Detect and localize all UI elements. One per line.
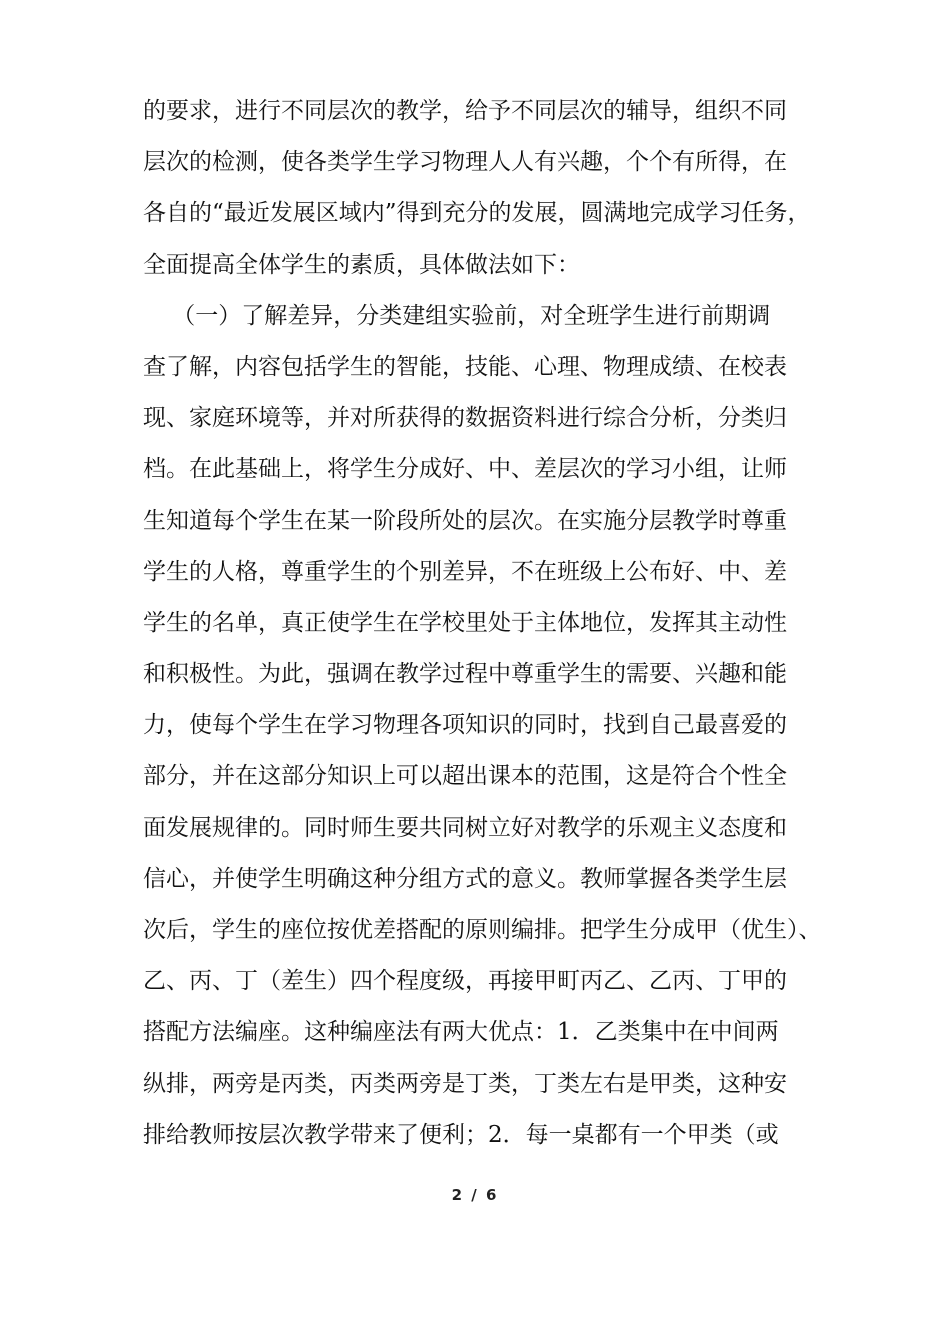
text-line: 面发展规律的。同时师生要共同树立好对教学的乐观主义态度和 xyxy=(143,814,787,841)
text-line: 生知道每个学生在某一阶段所处的层次。在实施分层教学时尊重 xyxy=(143,507,787,534)
text-line: 力，使每个学生在学习物理各项知识的同时，找到自己最喜爱的 xyxy=(143,712,787,739)
text-line: （一）了解差异，分类建组实验前，对全班学生进行前期调 xyxy=(143,302,771,329)
text-line: 各自的“最近发展区域内”得到充分的发展，圆满地完成学习任务， xyxy=(143,200,811,227)
text-line: 和积极性。为此，强调在教学过程中尊重学生的需要、兴趣和能 xyxy=(143,661,787,688)
text-line: 信心，并使学生明确这种分组方式的意义。教师掌握各类学生层 xyxy=(143,865,787,892)
text-line: 学生的名单，真正使学生在学校里处于主体地位，发挥其主动性 xyxy=(143,609,787,636)
text-line: 的要求，进行不同层次的教学，给予不同层次的辅导，组织不同 xyxy=(143,98,787,124)
text-line: 排给教师按层次教学带来了便利；2．每一桌都有一个甲类（或 xyxy=(143,1121,779,1148)
text-line: 层次的检测，使各类学生学习物理人人有兴趣，个个有所得，在 xyxy=(143,149,787,176)
text-line: 搭配方法编座。这种编座法有两大优点：1．乙类集中在中间两 xyxy=(143,1019,779,1046)
body-text xyxy=(143,86,823,1161)
text-line: 全面提高全体学生的素质，具体做法如下： xyxy=(143,251,580,278)
text-line: 查了解，内容包括学生的智能，技能、心理、物理成绩、在校表 xyxy=(143,353,787,380)
text-line: 学生的人格，尊重学生的个别差异，不在班级上公布好、中、差 xyxy=(143,558,787,585)
text-line: 部分，并在这部分知识上可以超出课本的范围，这是符合个性全 xyxy=(143,763,787,790)
text-line: 档。在此基础上，将学生分成好、中、差层次的学习小组，让师 xyxy=(143,456,787,483)
text-line: 纵排，两旁是丙类，丙类两旁是丁类，丁类左右是甲类，这种安 xyxy=(143,1070,787,1097)
text-line: 乙、丙、丁（差生）四个程度级，再接甲町丙乙、乙丙、丁甲的 xyxy=(143,968,787,995)
page-number: 2 / 6 xyxy=(451,1186,499,1204)
text-line: 次后，学生的座位按优差搭配的原则编排。把学生分成甲（优生）、 xyxy=(143,917,822,943)
text-line: 现、家庭环境等，并对所获得的数据资料进行综合分析，分类归 xyxy=(143,405,787,432)
